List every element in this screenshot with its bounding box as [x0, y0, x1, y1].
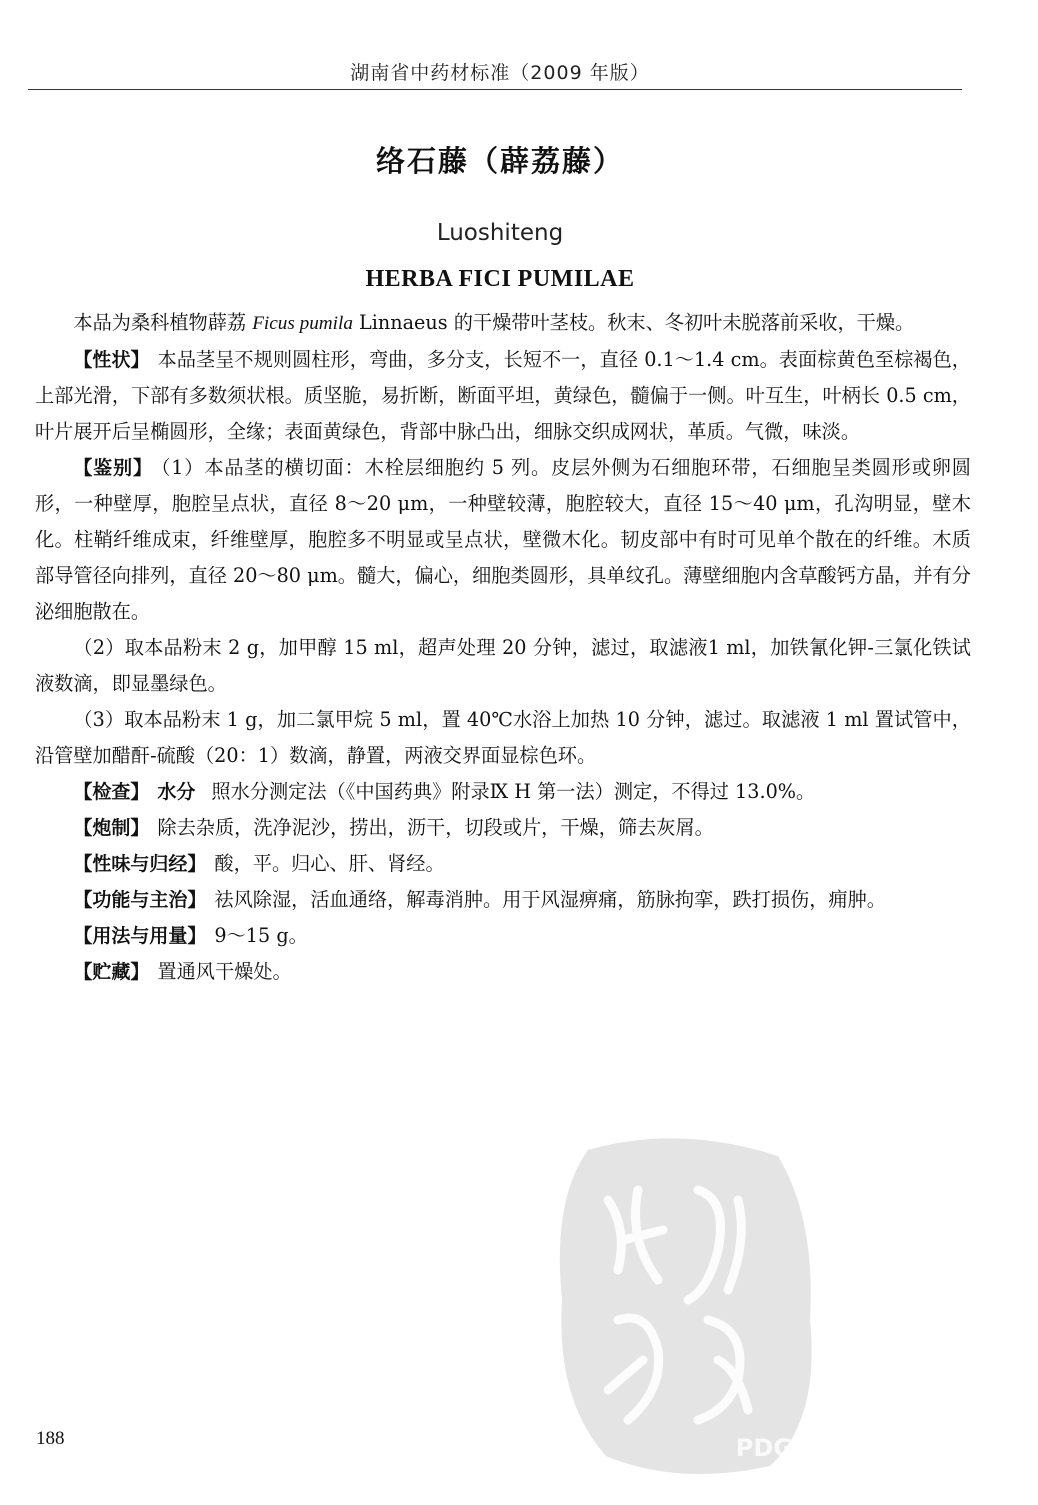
intro-species: Ficus pumila [252, 313, 353, 334]
section-text: 酸，平。归心、肝、肾经。 [214, 852, 445, 875]
section-jiancha [35, 774, 971, 810]
identification-item-2: （2）取本品粉末 2 g，加甲醇 15 ml，超声处理 20 分钟，滤过，取滤液1 ml，加铁氰化钾-三氯化铁试液数滴，即显墨绿色。 [35, 636, 971, 695]
section-xingwei [35, 846, 971, 882]
section-paozhi [35, 810, 971, 846]
section-label: 【性状】 [73, 349, 150, 371]
section-label: 【性味与归经】 [73, 853, 207, 875]
section-sublabel: 水分 [157, 781, 196, 803]
seal-watermark-icon [548, 1130, 820, 1480]
running-header: 湖南省中药材标准（2009 年版） [350, 62, 650, 84]
header-rule [28, 89, 962, 90]
intro-paragraph [35, 305, 971, 342]
identification-item-3-paragraph [35, 702, 971, 774]
section-label: 【检查】 [73, 781, 150, 803]
identification-item-1: （1）本品茎的横切面：木栓层细胞约 5 列。皮层外侧为石细胞环带，石细胞呈类圆形或卵圆形，一种壁厚，胞腔呈点状，直径 8～20 μm，一种壁较薄，胞腔较大，直径 15～40 μm，孔沟明显，壁木化。柱鞘纤维成束，纤维壁厚，胞腔多不明显或呈点状，壁微木化。韧皮部中有时可见单个散在的纤维。木质部导管径向排列，直径 20～80 μm。髓大，偏心，细胞类圆形，具单纹孔。薄壁细胞内含草酸钙方晶，并有分泌细胞散在。 [35, 456, 971, 623]
entry-pinyin: Luoshiteng [436, 220, 564, 246]
section-text: 本品茎呈不规则圆柱形，弯曲，多分支，长短不一，直径 0.1～1.4 cm。表面棕黄色至棕褐色，上部光滑，下部有多数须状根。质坚脆，易折断，断面平坦，黄绿色，髓偏于一侧。叶互生，叶柄长 0.5 cm，叶片展开后呈椭圆形，全缘；表面黄绿色，背部中脉凸出，细脉交织成网状，革质。气微，味淡。 [35, 348, 971, 443]
monograph-body [35, 305, 971, 990]
section-label: 【鉴别】 [73, 457, 153, 479]
section-xingzhuang [35, 342, 971, 450]
section-label: 【贮藏】 [73, 961, 150, 983]
section-text: 置通风干燥处。 [157, 960, 292, 983]
section-text: 除去杂质，洗净泥沙，捞出，沥干，切段或片，干燥，筛去灰屑。 [157, 816, 714, 839]
section-zhucang [35, 954, 971, 990]
section-gongneng [35, 882, 971, 918]
identification-item-2-paragraph [35, 630, 971, 702]
intro-text-a: 本品为桑科植物薜荔 [73, 311, 253, 334]
page-number: 188 [36, 1428, 65, 1449]
seal-watermark-text: PDG [735, 1434, 793, 1462]
identification-item-3: （3）取本品粉末 1 g，加二氯甲烷 5 ml，置 40℃水浴上加热 10 分钟，滤过。取滤液 1 ml 置试管中，沿管壁加醋酐-硫酸（20：1）数滴，静置，两液交界面显棕色环。 [35, 708, 971, 767]
section-label: 【炮制】 [73, 817, 150, 839]
intro-text-b: Linnaeus 的干燥带叶茎枝。秋末、冬初叶未脱落前采收，干燥。 [352, 311, 915, 334]
section-jianbie [35, 450, 971, 630]
entry-latin-name: HERBA FICI PUMILAE [365, 266, 635, 292]
entry-title: 络石藤（薜荔藤） [375, 144, 624, 178]
section-label: 【功能与主治】 [73, 889, 207, 911]
section-text: 9～15 g。 [214, 924, 308, 947]
section-yongfa [35, 918, 971, 954]
section-text: 祛风除湿，活血通络，解毒消肿。用于风湿痹痛，筋脉拘挛，跌打损伤，痈肿。 [214, 888, 886, 911]
section-label: 【用法与用量】 [73, 925, 207, 947]
section-text: 照水分测定法（《中国药典》附录Ⅸ H 第一法）测定，不得过 13.0%。 [211, 780, 816, 803]
